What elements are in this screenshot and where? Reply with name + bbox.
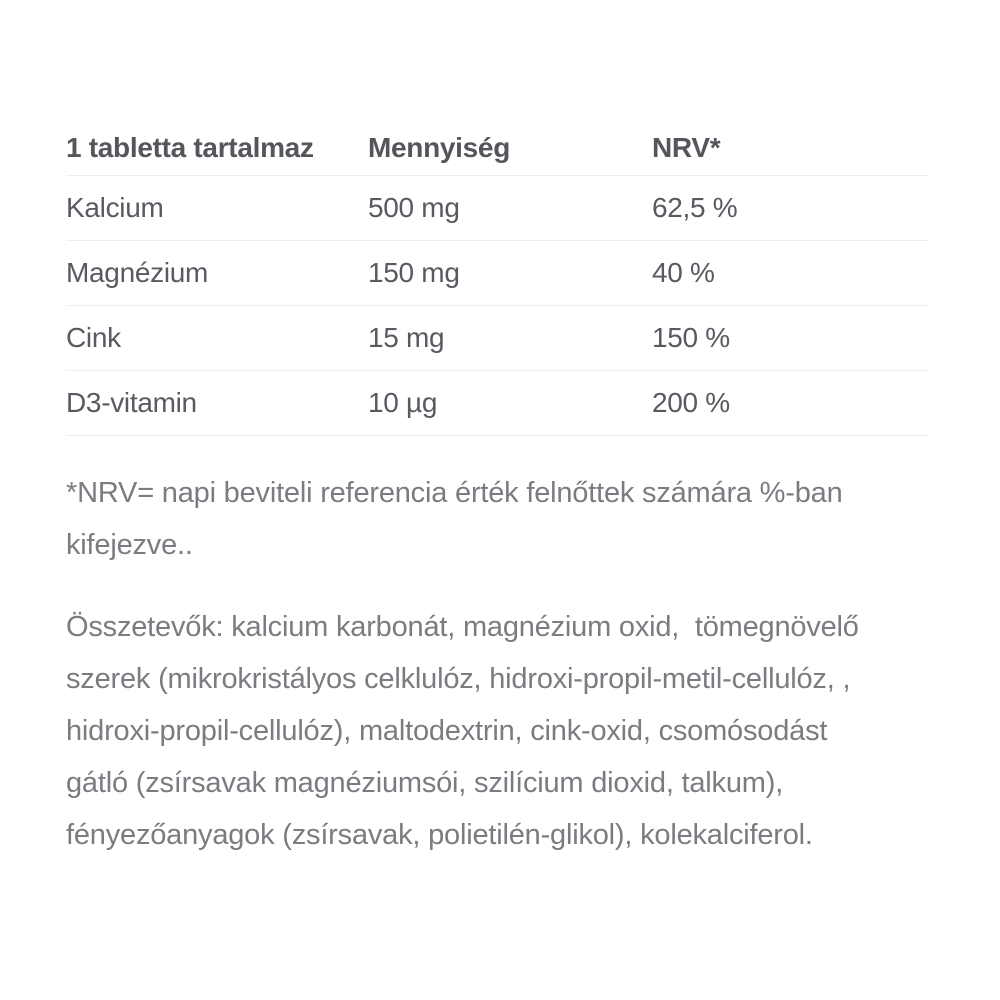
ingredients-line: Összetevők: kalcium karbonát, magnézium oxid, tömegnövelő — [66, 611, 859, 643]
table-row-cink — [66, 306, 928, 371]
ingredients-line: szerek (mikrokristályos celklulóz, hidroxi-propil-metil-cellulóz, , — [66, 663, 851, 695]
ingredients-paragraph — [66, 601, 928, 861]
nutrient-name: Kalcium — [66, 192, 164, 223]
nutrient-amount: 150 mg — [368, 257, 460, 288]
header-nrv: NRV* — [652, 131, 721, 163]
ingredients-line: gátló (zsírsavak magnéziumsói, szilícium dioxid, talkum), — [66, 767, 784, 799]
table-row-kalcium — [66, 176, 928, 241]
nutrient-name: Cink — [66, 322, 121, 353]
nutrient-nrv: 150 % — [652, 322, 730, 353]
nutrient-amount: 500 mg — [368, 192, 460, 223]
footnote-line: kifejezve.. — [66, 529, 193, 561]
table-row-magnezium — [66, 241, 928, 306]
nutrient-name: Magnézium — [66, 257, 209, 288]
nutrient-nrv: 200 % — [652, 387, 730, 418]
footnote-line: *NRV= napi beviteli referencia érték felnőttek számára %-ban — [66, 477, 843, 509]
table-row-d3-vitamin — [66, 371, 928, 436]
ingredients-line: fényezőanyagok (zsírsavak, polietilén-glikol), kolekalciferol. — [66, 819, 813, 851]
label-content — [66, 120, 928, 861]
nutrition-table — [66, 120, 928, 436]
nrv-footnote — [66, 467, 928, 571]
header-amount: Mennyiség — [368, 131, 511, 163]
nutrient-nrv: 62,5 % — [652, 192, 738, 223]
nutrient-name: D3-vitamin — [66, 387, 197, 418]
ingredients-line: hidroxi-propil-cellulóz), maltodextrin, cink-oxid, csomósodást — [66, 715, 828, 747]
table-header-row — [66, 120, 928, 176]
nutrient-amount: 10 µg — [368, 387, 438, 418]
nutrient-nrv: 40 % — [652, 257, 715, 288]
header-per-tablet: 1 tabletta tartalmaz — [66, 131, 314, 163]
nutrient-amount: 15 mg — [368, 322, 445, 353]
